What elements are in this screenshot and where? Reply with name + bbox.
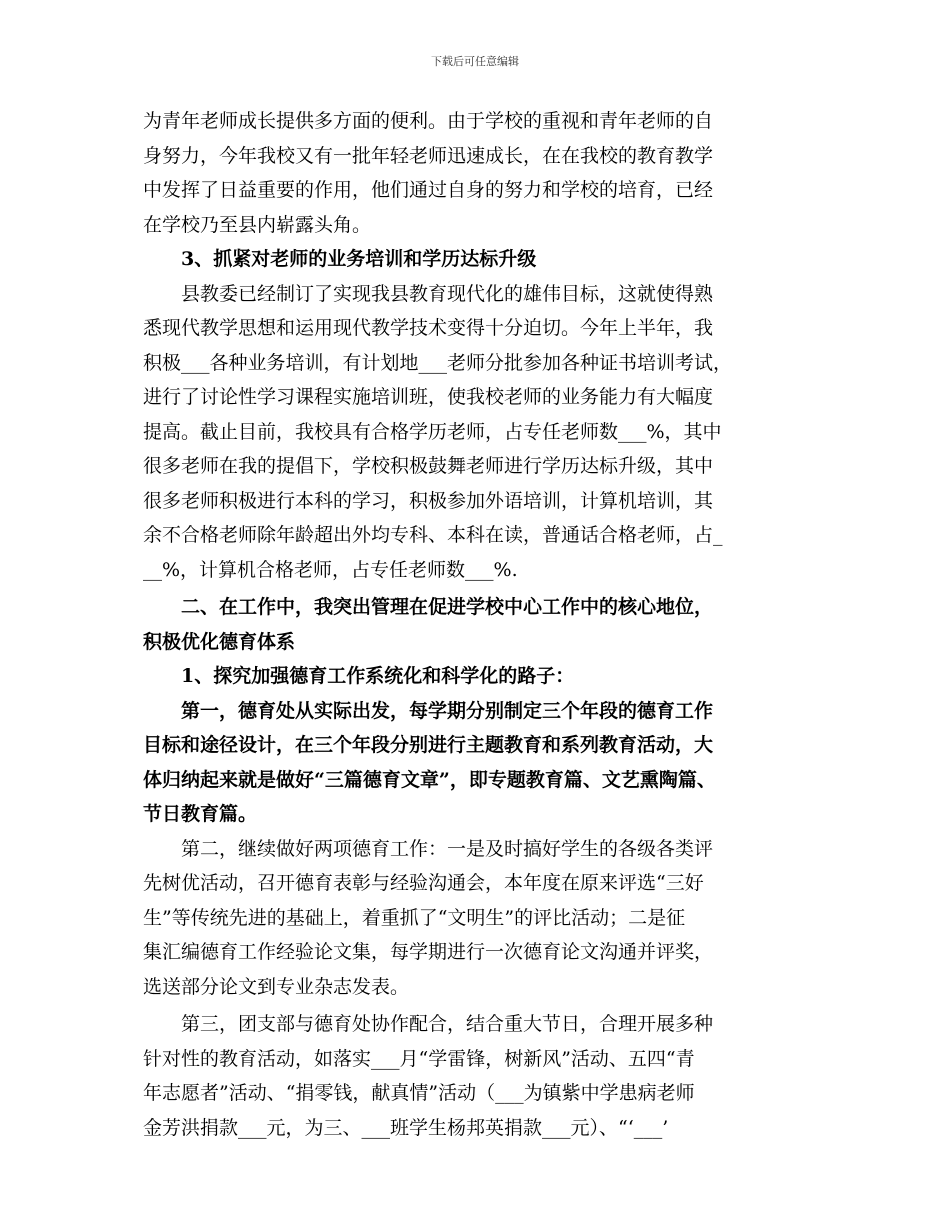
text-line: 第三，团支部与德育处协作配合，结合重大节日，合理开展多种 xyxy=(143,1013,714,1035)
text-line: 第二，继续做好两项德育工作：一是及时搞好学生的各级各类评 xyxy=(143,837,714,860)
text-line: 很多老师在我的提倡下，学校积极鼓舞老师进行学历达标升级，其中 xyxy=(143,455,714,477)
text-line: 金芳洪捐款___元，为三、___班学生杨邦英捐款___元）、“‘___’ xyxy=(143,1116,669,1139)
document-body xyxy=(143,104,818,1145)
text-line: 悉现代教学思想和运用现代教学技术变得十分迫切。今年上半年，我 xyxy=(143,317,714,339)
page-header: 下载后可任意编辑 xyxy=(431,55,519,68)
text-line: 目标和途径设计，在三个年段分别进行主题教育和系列教育活动，大 xyxy=(143,734,714,756)
text-line: 很多老师积极进行本科的学习，积极参加外语培训，计算机培训，其 xyxy=(143,489,714,512)
text-line: __%，计算机合格老师，占专任老师数___%. xyxy=(143,558,518,581)
text-line: 集汇编德育工作经验论文集，每学期进行一次德育论文沟通并评奖， xyxy=(143,941,714,963)
section-heading: 积极优化德育体系 xyxy=(143,630,296,653)
text-line: 年志愿者”活动、“捐零钱，献真情”活动（___为镇紫中学患病老师 xyxy=(143,1082,695,1104)
text-line: 选送部分论文到专业杂志发表。 xyxy=(143,975,410,998)
text-line: 身努力，今年我校又有一批年轻老师迅速成长，在在我校的教育教学 xyxy=(143,144,714,167)
text-line: 生”等传统先进的基础上，着重抓了“文明生”的评比活动；二是征 xyxy=(143,906,686,929)
text-line: 中发挥了日益重要的作用，他们通过自身的努力和学校的培育，已经 xyxy=(143,179,714,201)
text-line: 第一，德育处从实际出发，每学期分别制定三个年段的德育工作 xyxy=(143,699,714,722)
text-line: 余不合格老师除年龄超出外均专科、本科在读，普通话合格老师，占_ xyxy=(143,524,723,546)
text-line: 节日教育篇。 xyxy=(143,803,258,825)
section-heading: 3、抓紧对老师的业务培训和学历达标升级 xyxy=(143,248,537,270)
text-line: 提高。截止目前，我校具有合格学历老师，占专任老师数___%，其中 xyxy=(143,420,722,443)
text-line: 针对性的教育活动，如落实___月“学雷锋，树新风”活动、五四“青 xyxy=(143,1047,695,1070)
text-line: 县教委已经制订了实现我县教育现代化的雄伟目标，这就使得熟 xyxy=(143,282,714,305)
text-line: 积极___各种业务培训，有计划地___老师分批参加各种证书培训考试， xyxy=(143,351,733,374)
text-line: 先树优活动，召开德育表彰与经验沟通会，本年度在原来评选“三好 xyxy=(143,872,704,894)
subsection-heading: 1、探究加强德育工作系统化和科学化的路子： xyxy=(143,665,575,687)
text-line: 进行了讨论性学习课程实施培训班，使我校老师的业务能力有大幅度 xyxy=(143,386,714,408)
text-line: 在学校乃至县内崭露头角。 xyxy=(143,213,372,236)
section-heading: 二、在工作中，我突出管理在促进学校中心工作中的核心地位， xyxy=(143,596,714,618)
text-line: 体归纳起来就是做好“三篇德育文章”，即专题教育篇、文艺熏陶篇、 xyxy=(143,768,716,791)
text-line: 为青年老师成长提供多方面的便利。由于学校的重视和青年老师的自 xyxy=(143,110,714,132)
